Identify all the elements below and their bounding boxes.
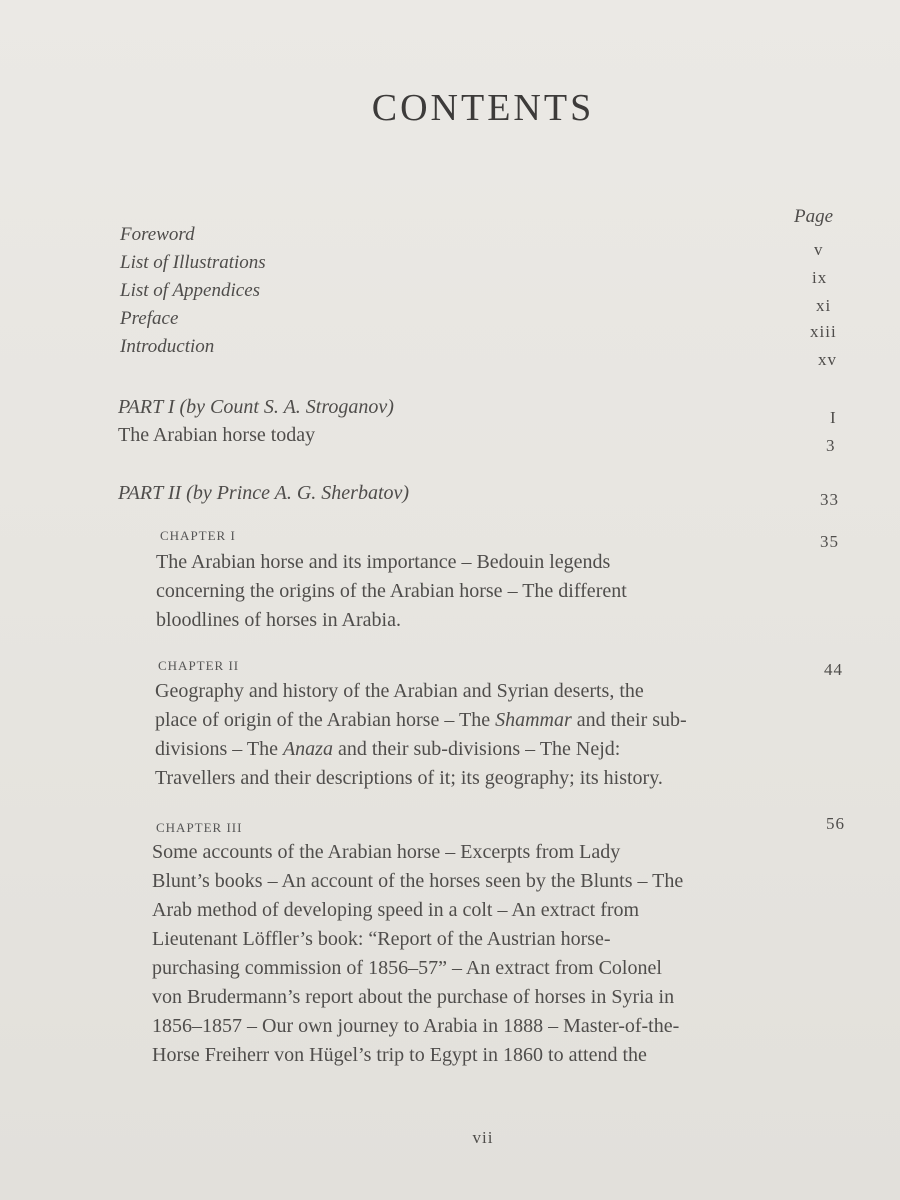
toc-page-part-one: I xyxy=(830,408,837,427)
chapter-2-line: divisions – The Anaza and their sub-divisions – The Nejd: xyxy=(155,738,621,760)
toc-part-two: PART II (by Prince A. G. Sherbatov) xyxy=(118,482,410,504)
page-number: vii xyxy=(472,1128,494,1147)
chapter-3-line: von Brudermann’s report about the purchase of horses in Syria in xyxy=(152,986,675,1008)
toc-entry-foreword: Foreword xyxy=(120,224,195,245)
tribe-name: Shammar xyxy=(495,709,572,731)
toc-entry-introduction: Introduction xyxy=(120,336,215,357)
chapter-2-description xyxy=(155,677,687,793)
toc-entry-arabian-horse-today: The Arabian horse today xyxy=(118,424,316,446)
chapter-label-2: CHAPTER II xyxy=(158,658,240,673)
chapter-1-line: concerning the origins of the Arabian horse – The different xyxy=(156,580,627,602)
chapter-1-line: bloodlines of horses in Arabia. xyxy=(156,609,401,631)
chapter-page-1: 35 xyxy=(820,532,839,551)
chapter-label-1: CHAPTER I xyxy=(160,528,236,543)
chapter-3-line: Some accounts of the Arabian horse – Excerpts from Lady xyxy=(152,841,621,863)
toc-entry-appendices: List of Appendices xyxy=(120,280,261,301)
chapter-3-line: Arab method of developing speed in a colt – An extract from xyxy=(152,899,640,921)
chapter-3-line: 1856–1857 – Our own journey to Arabia in 1888 – Master-of-the- xyxy=(152,1015,680,1037)
page-title: CONTENTS xyxy=(371,87,595,129)
toc-page-illustrations: ix xyxy=(812,268,828,287)
toc-page-appendices: xi xyxy=(816,296,832,315)
toc-entry-illustrations: List of Illustrations xyxy=(120,252,266,273)
toc-page-introduction: xv xyxy=(818,350,837,369)
toc-part-one: PART I (by Count S. A. Stroganov) xyxy=(118,396,394,418)
chapter-3-description xyxy=(152,838,683,1070)
page-column-heading: Page xyxy=(794,206,834,227)
chapter-label-3: CHAPTER III xyxy=(156,820,243,835)
chapter-3-line: Blunt’s books – An account of the horses seen by the Blunts – The xyxy=(152,870,684,892)
toc-page-foreword: v xyxy=(814,240,824,259)
chapter-1-description xyxy=(156,548,627,635)
toc-page-part-two: 33 xyxy=(820,490,839,509)
chapter-3-line: Lieutenant Löffler’s book: “Report of the Austrian horse- xyxy=(152,928,611,950)
chapter-page-2: 44 xyxy=(824,660,843,679)
toc-page-arabian-horse-today: 3 xyxy=(826,436,836,455)
chapter-2-line: Geography and history of the Arabian and Syrian deserts, the xyxy=(155,680,644,702)
toc-entry-preface: Preface xyxy=(120,308,179,329)
chapter-2-line: Travellers and their descriptions of it; its geography; its history. xyxy=(155,767,663,789)
chapter-3-line: Horse Freiherr von Hügel’s trip to Egypt in 1860 to attend the xyxy=(152,1044,647,1066)
chapter-1-line: The Arabian horse and its importance – Bedouin legends xyxy=(156,551,611,573)
chapter-3-line: purchasing commission of 1856–57” – An extract from Colonel xyxy=(152,957,662,979)
chapter-page-3: 56 xyxy=(826,814,845,833)
toc-page-preface: xiii xyxy=(810,322,837,341)
tribe-name: Anaza xyxy=(282,738,333,760)
chapter-2-line: place of origin of the Arabian horse – The Shammar and their sub- xyxy=(155,709,687,731)
